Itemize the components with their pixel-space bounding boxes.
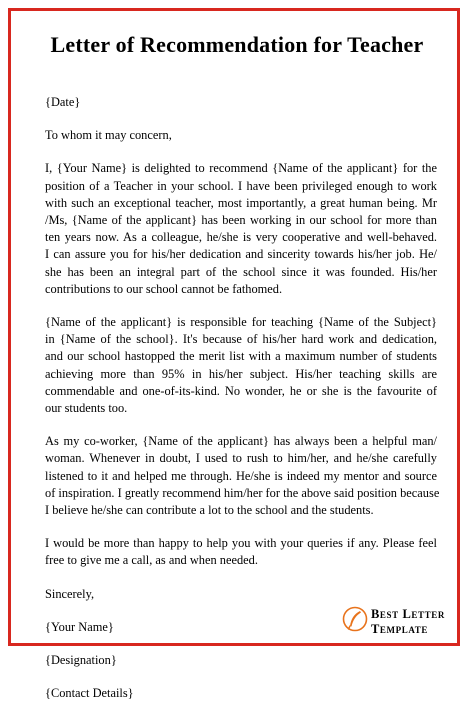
signature-contact: {Contact Details}	[45, 686, 134, 701]
paragraph-line: /Ms, {Name of the applicant} has been working in our school for more than	[45, 213, 437, 228]
paragraph-line: commendable and one-of-its-kind. No wonder, he or she is the favourite of	[45, 383, 437, 398]
paragraph-line: free to give me a call, as and when needed.	[45, 553, 258, 568]
paragraph-line: in {Name of the school}. It's because of his/her hard work and dedication,	[45, 332, 437, 347]
paragraph-line: As my co-worker, {Name of the applicant} has always been a helpful man/	[45, 434, 437, 449]
paragraph-4	[45, 535, 437, 569]
paragraph-line: contributions to our school cannot be fathomed.	[45, 281, 283, 296]
paragraph-2	[45, 314, 437, 417]
brand-logo	[342, 603, 452, 639]
date-line: {Date}	[45, 95, 81, 109]
signature-name: {Your Name}	[45, 619, 114, 634]
paragraph-line: of inspiration. I greatly recommend him/her for the above said position because	[45, 485, 440, 500]
paragraph-line: listened to it and helped me through. He/she is indeed my mentor and source	[45, 468, 437, 483]
brand-line-2: Template	[371, 622, 428, 636]
quill-pen-icon	[342, 605, 368, 633]
paragraph-line: she has been an integral part of the school since it was founded. His/her	[45, 264, 437, 279]
paragraph-line: our students too.	[45, 401, 128, 416]
paragraph-line: I would be more than happy to help you with your queries if any. Please feel	[45, 536, 437, 551]
paragraph-line: with such an exceptional teacher, most importantly, a great human being. Mr	[45, 195, 437, 210]
brand-wordmark	[371, 607, 445, 637]
paragraph-line: ten years now. As a colleague, he/she is very cooperative and well-behaved.	[45, 230, 437, 245]
paragraph-line: {Name of the applicant} is responsible for teaching {Name of the Subject}	[45, 315, 437, 330]
paragraph-line: woman. Whenever in doubt, I used to rush to him/her, and he/she carefully	[45, 451, 437, 466]
paragraph-3	[45, 433, 440, 519]
paragraph-line: and our school hastopped the merit list with a maximum number of students	[45, 349, 437, 364]
letter-title: Letter of Recommendation for Teacher	[50, 32, 424, 57]
paragraph-line: achieving more than 95% in his/her subject. His/her teaching skills are	[45, 366, 437, 381]
signature-designation: {Designation}	[45, 653, 117, 668]
brand-line-1: Best Letter	[371, 607, 445, 621]
paragraph-line: position of a Teacher in your school. I have been privileged enough to work	[45, 178, 437, 193]
paragraph-line: I can assure you for his/her dedication and sincerity towards his/her job. He/	[45, 247, 437, 262]
paragraph-line: I, {Your Name} is delighted to recommend {Name of the applicant} for the	[45, 161, 437, 176]
salutation: To whom it may concern,	[45, 128, 172, 143]
paragraph-line: I believe he/she can contribute a lot to the school and the students.	[45, 503, 374, 518]
closing: Sincerely,	[45, 586, 95, 601]
paragraph-1	[45, 160, 437, 298]
